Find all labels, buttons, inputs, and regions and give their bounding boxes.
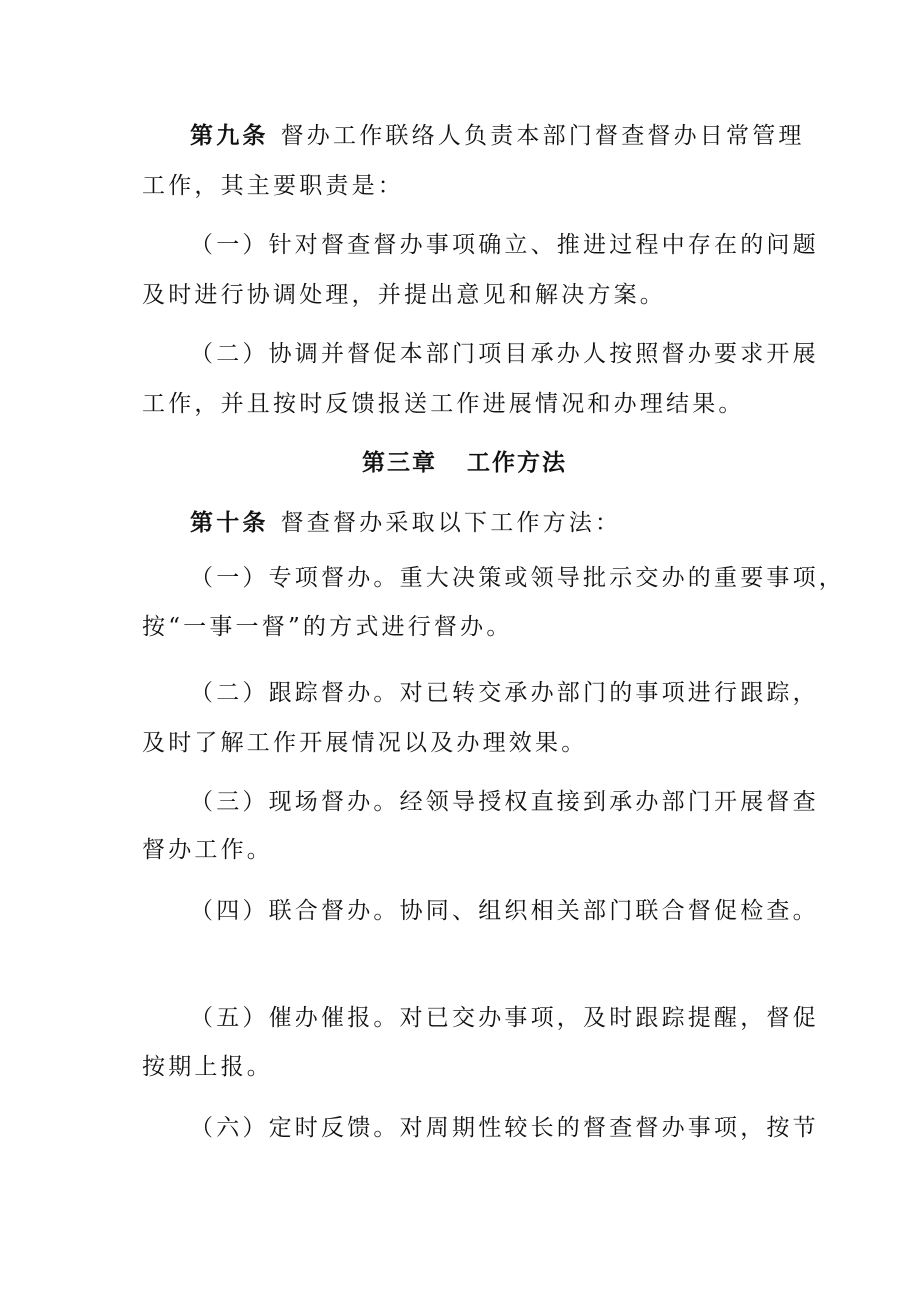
article9-item2-line1: （二）协调并督促本部门项目承办人按照督办要求开展	[190, 341, 819, 367]
article9-first-line	[190, 121, 805, 151]
article9-text-line1: 督办工作联络人负责本部门督查督办日常管理	[280, 123, 805, 149]
article10-label: 第十条	[190, 509, 269, 536]
method1-line1: （一）专项督办。重大决策或领导批示交办的重要事项，	[190, 565, 845, 591]
method5-line1: （五）催办催报。对已交办事项，及时跟踪提醒，督促	[190, 1005, 819, 1031]
method1-line2: 按“一事一督”的方式进行督办。	[142, 614, 513, 640]
method4-line1: （四）联合督办。协同、组织相关部门联合督促检查。	[190, 898, 819, 924]
chapter-number: 第三章	[362, 449, 437, 476]
article9-item1-line2: 及时进行协调处理，并提出意见和解决方案。	[142, 282, 666, 308]
article10-first-line	[190, 508, 621, 538]
article9-item2-line2: 工作，并且按时反馈报送工作进展情况和办理结果。	[142, 391, 745, 417]
method2-line1: （二）跟踪督办。对已转交承办部门的事项进行跟踪，	[190, 680, 819, 706]
article9-label: 第九条	[190, 122, 269, 149]
article9-text-line2: 工作，其主要职责是：	[142, 173, 404, 199]
article10-text-line1: 督查督办采取以下工作方法：	[280, 510, 622, 536]
method2-line2: 及时了解工作开展情况以及办理效果。	[142, 730, 588, 756]
method6-line1: （六）定时反馈。对周期性较长的督查督办事项，按节	[190, 1115, 819, 1141]
method3-line1: （三）现场督办。经领导授权直接到承办部门开展督查	[190, 789, 819, 815]
method5-line2: 按期上报。	[142, 1054, 273, 1080]
chapter-heading	[362, 448, 567, 478]
article9-item1-line1: （一）针对督查督办事项确立、推进过程中存在的问题	[190, 232, 819, 258]
method3-line2: 督办工作。	[142, 837, 273, 863]
chapter-title: 工作方法	[467, 449, 567, 476]
